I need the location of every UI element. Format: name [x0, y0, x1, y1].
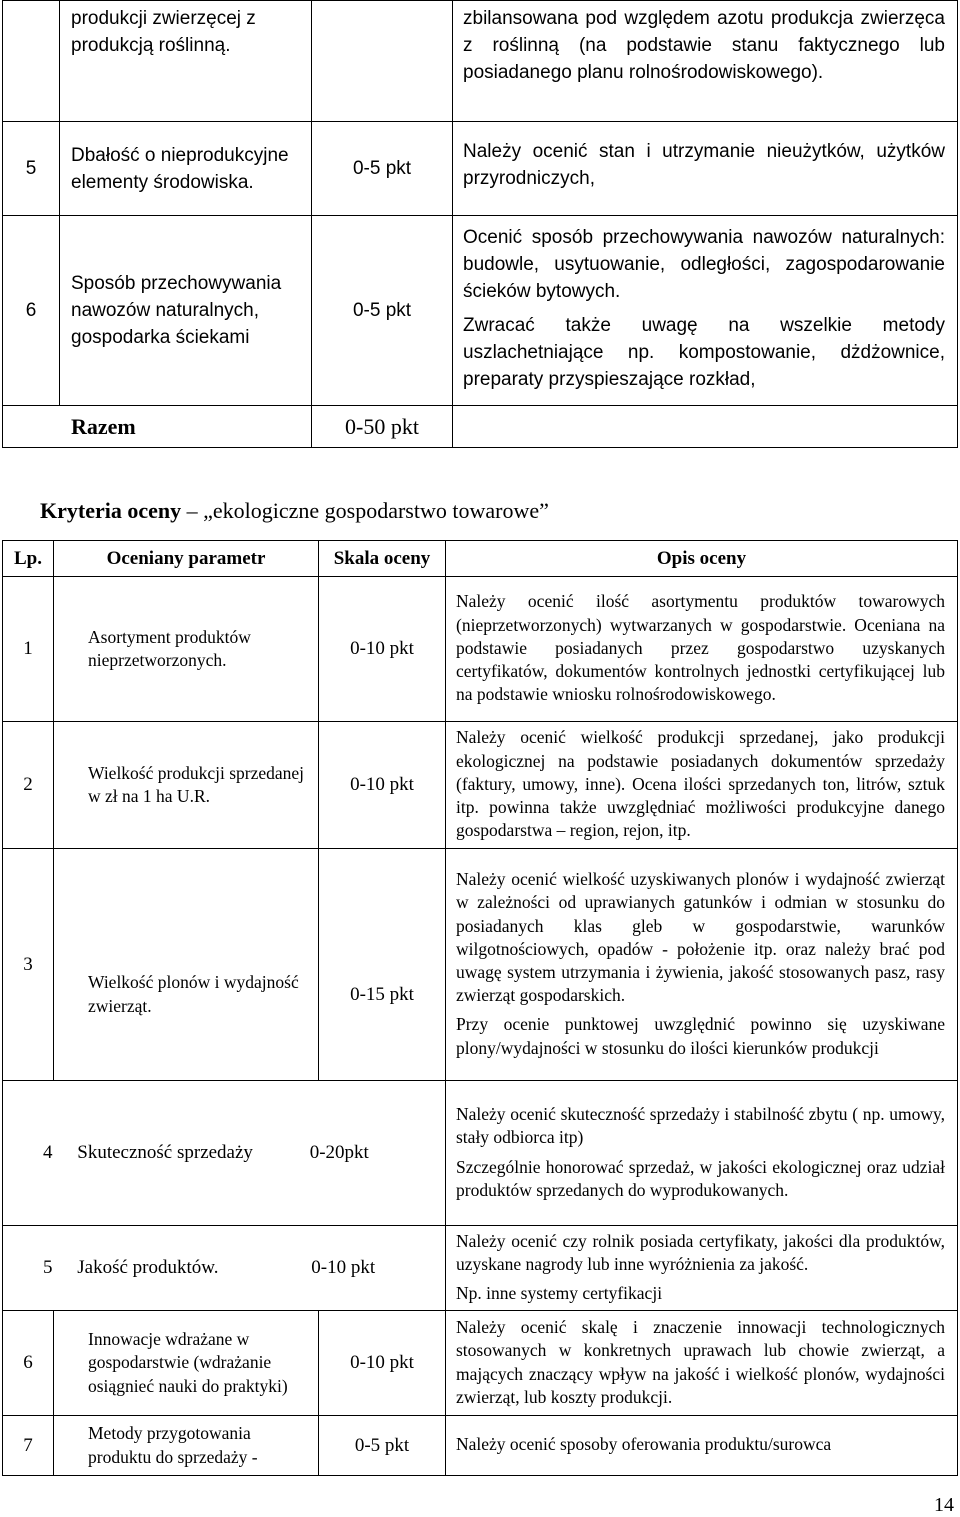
- description-paragraph: Należy ocenić wielkość uzyskiwanych plonów i wydajność zwierząt w zależności od uprawianych gatunków i odmian w stosunku do posiadanych klas gleb w gospodarstwie, warunków wilgotnościowych, opadów - położenie itp. oraz należy brać pod uwagę system utrzymania i żywienia, jakość stosowanych pasz, rasy zwierząt gospodarskich.: [456, 869, 945, 1006]
- description-cell: [446, 1416, 958, 1476]
- parameter-text: Skuteczność sprzedaży: [77, 1142, 253, 1164]
- description-cell: [446, 849, 958, 1081]
- row-number: 6: [3, 1311, 54, 1416]
- parameter-cell: Dbałość o nieprodukcyjne elementy środowiska.: [60, 122, 312, 216]
- table-row: [3, 1416, 958, 1476]
- parameter-cell: Wielkość produkcji sprzedanej w zł na 1 ha U.R.: [54, 722, 319, 849]
- parameter-cell: Metody przygotowania produktu do sprzedaży -: [54, 1416, 319, 1476]
- table-row: [3, 216, 958, 406]
- description-paragraph: Należy ocenić skalę i znaczenie innowacji technologicznych stosowanych w konkretnych uprawach lub chowie zwierząt, a mających znaczący wpływ na jakość i wielkość plonów, wydajności zwierząt, lub koszty produkcji.: [456, 1317, 945, 1407]
- row-number: 2: [3, 722, 54, 849]
- table-row: [3, 1081, 958, 1226]
- row-number: [3, 1, 60, 122]
- row-number: 5: [3, 122, 60, 216]
- parameter-cell: Sposób przechowywania nawozów naturalnych, gospodarka ściekami: [60, 216, 312, 406]
- header-scale: Skala oceny: [319, 541, 446, 577]
- empty-cell: [453, 406, 958, 448]
- row-number: 4: [43, 1142, 53, 1164]
- table-row: [3, 577, 958, 722]
- scale-cell: 0-5 pkt: [312, 216, 453, 406]
- description-cell: [453, 216, 958, 406]
- description-cell: [446, 577, 958, 722]
- criteria-table: [2, 540, 958, 1476]
- table-row: [3, 1, 958, 122]
- description-cell: [446, 722, 958, 849]
- section-heading: [40, 498, 549, 524]
- row-number: 6: [3, 216, 60, 406]
- row-number: 7: [3, 1416, 54, 1476]
- description-cell: [446, 1081, 958, 1226]
- table-row: [3, 122, 958, 216]
- scale-cell: 0-5 pkt: [319, 1416, 446, 1476]
- section-heading-rest: – „ekologiczne gospodarstwo towarowe”: [181, 498, 549, 523]
- table-row: [3, 1311, 958, 1416]
- description-paragraph: Należy ocenić wielkość produkcji sprzedanej, jako produkcji ekologicznej na podstawie posiadanych dokumentów sprzedaży (faktury, umowy, inne). Ocena ilości sprzedanych ton, litrów, sztuk itp. powinna także uwzględniać możliwości produkcyjne danego gospodarstwa – region, rejon, itp.: [456, 727, 945, 841]
- description-cell: [453, 1, 958, 122]
- parameter-cell: Innowacje wdrażane w gospodarstwie (wdrażanie osiągnieć nauki do praktyki): [54, 1311, 319, 1416]
- total-label: Razem: [3, 406, 312, 448]
- row-number: 5: [43, 1257, 53, 1279]
- total-scale: 0-50 pkt: [312, 406, 453, 448]
- parameter-cell: Asortyment produktów nieprzetworzonych.: [54, 577, 319, 722]
- row-number: 1: [3, 577, 54, 722]
- description-paragraph: Przy ocenie punktowej uwzględnić powinno się uzyskiwane plony/wydajności w stosunku do ilości kierunków produkcji: [456, 1014, 945, 1058]
- table-row: [3, 849, 958, 1081]
- scale-cell: 0-15 pkt: [319, 849, 446, 1081]
- description-paragraph: Należy ocenić stan i utrzymanie nieużytków, użytków przyrodniczych,: [463, 141, 945, 189]
- parameter-cell: Wielkość plonów i wydajność zwierząt.: [54, 849, 319, 1081]
- header-parameter: Oceniany parametr: [54, 541, 319, 577]
- scale-cell: 0-10 pkt: [319, 1311, 446, 1416]
- parameter-combined-cell: [3, 1226, 446, 1311]
- total-row: [3, 406, 958, 448]
- scale-cell: [312, 1, 453, 122]
- description-paragraph: Ocenić sposób przechowywania nawozów naturalnych: budowle, usytuowanie, odległości, zagospodarowanie ścieków bytowych.: [463, 227, 945, 302]
- description-paragraph: Należy ocenić skuteczność sprzedaży i stabilność zbytu ( np. umowy, stały odbiorca itp): [456, 1104, 945, 1148]
- scale-cell: 0-10 pkt: [319, 722, 446, 849]
- header-description: Opis oceny: [446, 541, 958, 577]
- description-paragraph: Zwracać także uwagę na wszelkie metody uszlachetniające np. kompostowanie, dżdżownice, preparaty przyspieszające rozkład,: [463, 315, 945, 390]
- page-number: 14: [934, 1494, 954, 1516]
- table-header: [3, 541, 958, 577]
- table-row: [3, 722, 958, 849]
- scoring-table-continuation: [2, 0, 958, 448]
- scale-text: 0-10 pkt: [311, 1257, 376, 1279]
- description-cell: [446, 1311, 958, 1416]
- parameter-cell: produkcji zwierzęcej z produkcją roślinną.: [60, 1, 312, 122]
- description-paragraph: Szczególnie honorować sprzedaż, w jakości ekologicznej oraz udział produktów sprzedanych do wyprodukowanych.: [456, 1156, 945, 1200]
- description-paragraph: Np. inne systemy certyfikacji: [456, 1283, 663, 1304]
- parameter-text: Jakość produktów.: [77, 1257, 219, 1279]
- description-paragraph: zbilansowana pod względem azotu produkcja zwierzęca z roślinną (na podstawie stanu faktycznego lub posiadanego planu rolnośrodowiskowego).: [463, 8, 945, 83]
- description-paragraph: Należy ocenić czy rolnik posiada certyfikaty, jakości dla produktów, uzyskane nagrody lub inne wyróżnienia za jakość.: [456, 1230, 945, 1274]
- row-number: 3: [3, 849, 54, 1081]
- description-cell: [453, 122, 958, 216]
- scale-cell: 0-10 pkt: [319, 577, 446, 722]
- description-paragraph: Należy ocenić sposoby oferowania produktu/surowca: [456, 1434, 832, 1455]
- scale-cell: 0-5 pkt: [312, 122, 453, 216]
- description-cell: [446, 1226, 958, 1311]
- section-heading-bold: Kryteria oceny: [40, 498, 182, 523]
- parameter-combined-cell: [3, 1081, 446, 1226]
- description-paragraph: Należy ocenić ilość asortymentu produktów towarowych (nieprzetworzonych) wytwarzanych w gospodarstwie. Oceniana na podstawie posiadanych przez gospodarstwo uzyskanych certyfikatów, dokumentów kontrolnych jednostki certyfikującej lub na podstawie wniosku rolnośrodowiskowego.: [456, 591, 945, 705]
- table-row: [3, 1226, 958, 1311]
- scale-text: 0-20pkt: [309, 1142, 369, 1164]
- header-lp: Lp.: [3, 541, 54, 577]
